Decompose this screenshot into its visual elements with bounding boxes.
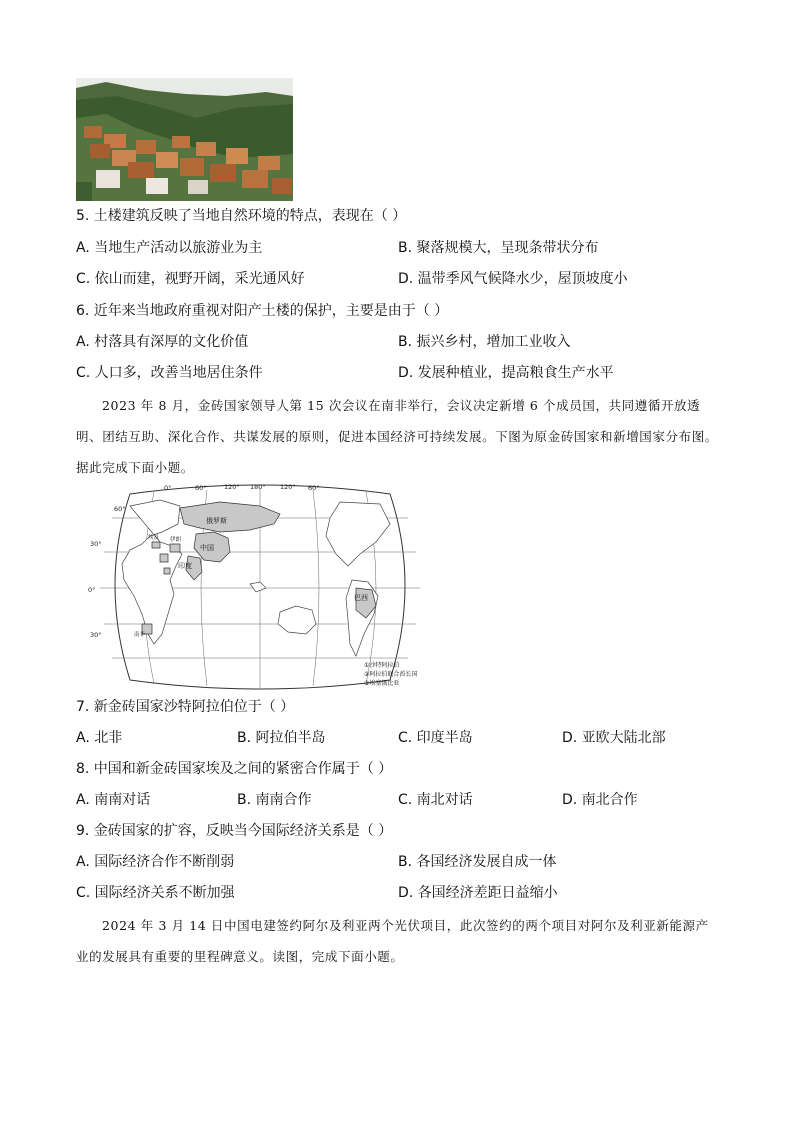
q5-option-b: B. 聚落规模大，呈现条带状分布 — [398, 240, 599, 256]
label-south-africa: 南非 — [134, 632, 146, 638]
q8-option-c: C. 南北对话 — [398, 792, 473, 808]
legend-item-1: ①沙特阿拉伯 — [364, 662, 400, 669]
brics-world-map — [90, 484, 430, 690]
q6-option-b: B. 振兴乡村，增加工业收入 — [398, 334, 571, 350]
q5-stem: 5. 土楼建筑反映了当地自然环境的特点，表现在（ ） — [76, 208, 407, 224]
q5-option-a: A. 当地生产活动以旅游业为主 — [76, 240, 263, 256]
label-india: 印度 — [178, 562, 192, 570]
ethiopia-shape — [164, 568, 170, 574]
lat-label-60n: 60° — [114, 505, 126, 513]
q8-option-a: A. 南南对话 — [76, 792, 151, 808]
q9-option-d: D. 各国经济差距日益缩小 — [398, 885, 558, 901]
legend-item-3: ③埃塞俄比亚 — [364, 680, 400, 687]
passage-brics: 2023 年 8 月，金砖国家领导人第 15 次会议在南非举行，会议决定新增 6 个成员国，共同遵循开放透明、团结互助、深化合作、共谋发展的原则，促进本国经济可持续发展。下图为原金砖国家和新增国家分布图。据此完成下面小题。 — [76, 398, 718, 475]
lon-label-0: 0° — [164, 484, 172, 492]
lon-label-4: 120° — [280, 483, 296, 491]
label-china: 中国 — [200, 544, 214, 552]
egypt-shape — [152, 542, 160, 548]
q7-stem: 7. 新金砖国家沙特阿拉伯位于（ ） — [76, 699, 295, 715]
iran-shape — [170, 544, 180, 552]
passage-algeria: 2024 年 3 月 14 日中国电建签约阿尔及利亚两个光伏项目，此次签约的两个项目对阿尔及利亚新能源产业的发展具有重要的里程碑意义。读图，完成下面小题。 — [76, 918, 709, 964]
q7-option-d: D. 亚欧大陆北部 — [562, 730, 666, 746]
q8-option-b: B. 南南合作 — [237, 792, 312, 808]
lon-label-5: 60° — [308, 484, 320, 492]
q5-option-c: C. 依山而建，视野开阔，采光通风好 — [76, 271, 305, 287]
label-egypt: 埃及 — [148, 535, 160, 541]
q7-option-c: C. 印度半岛 — [398, 730, 473, 746]
q7-option-b: B. 阿拉伯半岛 — [237, 730, 326, 746]
q6-option-a: A. 村落具有深厚的文化价值 — [76, 334, 249, 350]
label-brazil: 巴西 — [354, 594, 368, 602]
lon-label-3: 180° — [250, 483, 266, 491]
lat-label-30n: 30° — [90, 540, 102, 548]
q5-option-d: D. 温带季风气候降水少，屋顶坡度小 — [398, 271, 628, 287]
lat-label-30s: 30° — [90, 631, 102, 639]
saudi-arabia-shape — [160, 554, 168, 562]
legend-item-2: ②阿拉伯联合酋长国 — [364, 671, 418, 678]
q6-option-c: C. 人口多，改善当地居住条件 — [76, 365, 263, 381]
label-russia: 俄罗斯 — [206, 517, 227, 525]
label-iran: 伊朗 — [170, 537, 182, 543]
village-photo — [76, 78, 293, 201]
q7-option-a: A. 北非 — [76, 730, 123, 746]
q9-option-b: B. 各国经济发展自成一体 — [398, 854, 557, 870]
lon-label-2: 120° — [224, 483, 240, 491]
q8-stem: 8. 中国和新金砖国家埃及之间的紧密合作属于（ ） — [76, 761, 393, 777]
q6-option-d: D. 发展种植业，提高粮食生产水平 — [398, 365, 614, 381]
lon-label-1: 60° — [195, 484, 207, 492]
q9-stem: 9. 金砖国家的扩容，反映当今国际经济关系是（ ） — [76, 823, 393, 839]
q8-option-d: D. 南北合作 — [562, 792, 638, 808]
q9-option-c: C. 国际经济关系不断加强 — [76, 885, 235, 901]
q9-option-a: A. 国际经济合作不断削弱 — [76, 854, 235, 870]
q6-stem: 6. 近年来当地政府重视对阳产土楼的保护，主要是由于（ ） — [76, 303, 449, 319]
lat-label-0: 0° — [88, 586, 96, 594]
